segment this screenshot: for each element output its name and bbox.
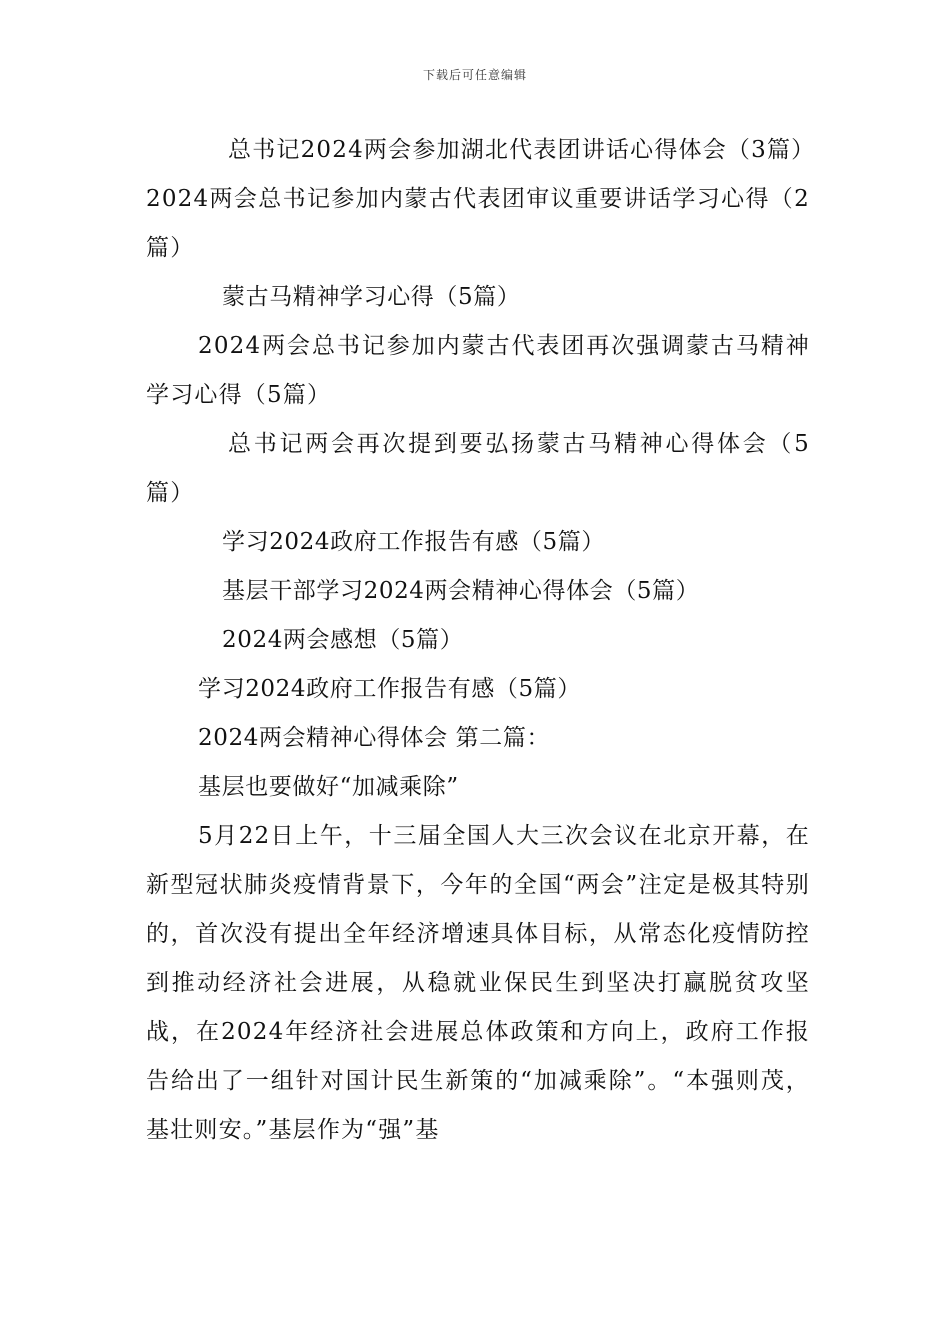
toc-item-9: 学习2024政府工作报告有感（5篇） (198, 676, 581, 702)
section-subtitle: 基层也要做好“加减乘除” (198, 774, 459, 800)
toc-item-3: 蒙古马精神学习心得（5篇） (222, 284, 521, 310)
toc-item-6: 学习2024政府工作报告有感（5篇） (222, 529, 605, 555)
document-body (146, 126, 816, 1155)
page-header-note: 下载后可任意编辑 (422, 68, 527, 82)
toc-item-8: 2024两会感想（5篇） (222, 627, 464, 653)
toc-item-1: 总书记2024两会参加湖北代表团讲话心得体会（3篇） (228, 137, 816, 163)
section-heading: 2024两会精神心得体会 第二篇： (198, 725, 551, 751)
toc-item-7: 基层干部学习2024两会精神心得体会（5篇） (222, 578, 700, 604)
toc-item-4: 2024两会总书记参加内蒙古代表团再次强调蒙古马精神学习心得（5篇） (146, 333, 810, 408)
body-paragraph: 5月22日上午，十三届全国人大三次会议在北京开幕，在新型冠状肺炎疫情背景下，今年的全国“两会”注定是极其特别的，首次没有提出全年经济增速具体目标，从常态化疫情防控到推动经济社会进展，从稳就业保民生到坚决打赢脱贫攻坚战，在2024年经济社会进展总体政策和方向上，政府工作报告给出了一组针对国计民生新策的“加减乘除”。“本强则茂，基壮则安。”基层作为“强”基 (146, 823, 810, 1143)
toc-item-2: 2024两会总书记参加内蒙古代表团审议重要讲话学习心得（2篇） (146, 186, 810, 261)
toc-item-5: 总书记两会再次提到要弘扬蒙古马精神心得体会（5篇） (146, 431, 810, 506)
